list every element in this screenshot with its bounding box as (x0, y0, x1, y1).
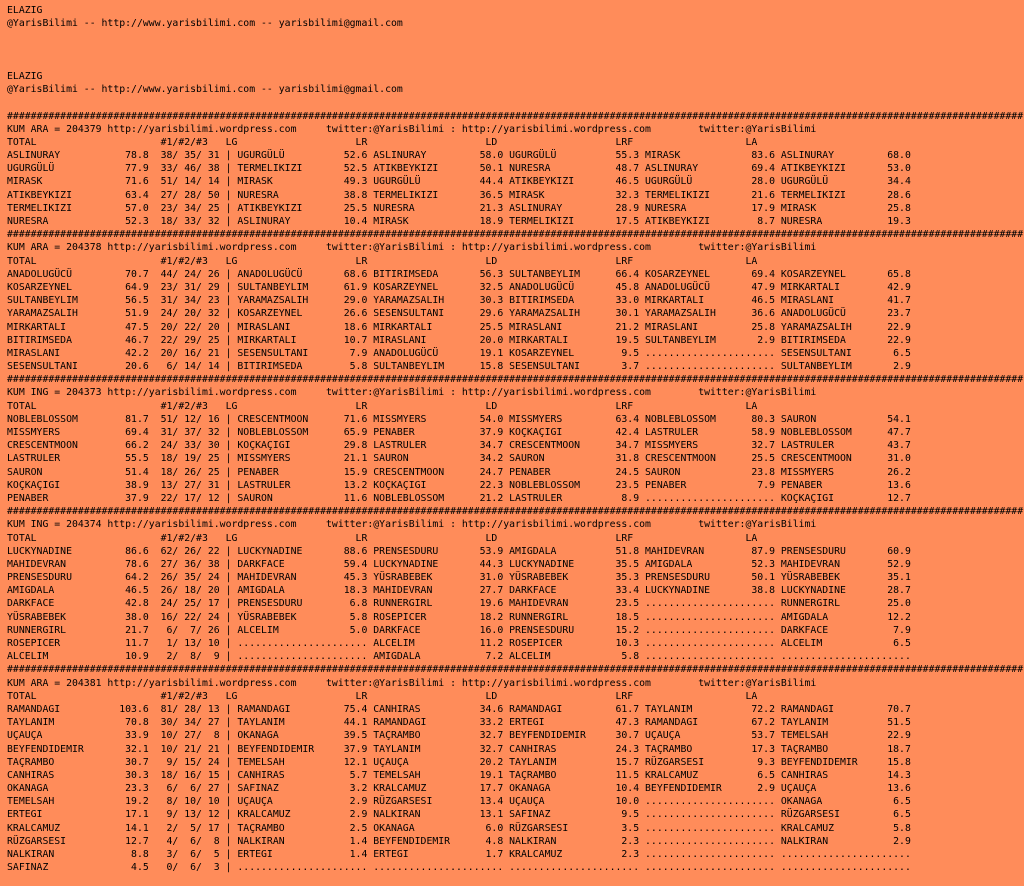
text-line: ELAZIG (7, 70, 43, 82)
text-line: KRALCAMUZ 14.1 2/ 5/ 17 | TAÇRAMBO 2.5 OKANAGA 6.0 RÜZGARSESI 3.5 ...................... KRALCAMUZ 5.8 (7, 822, 911, 834)
text-line: KUM ARA = 204379 http://yarisbilimi.wordpress.com twitter:@YarisBilimi : http://yarisbilimi.wordpress.com twitter:@YarisBilimi (7, 123, 817, 135)
text-line: TAÇRAMBO 30.7 9/ 15/ 24 | TEMELSAH 12.1 UÇAUÇA 20.2 TAYLANIM 15.7 RÜZGARSESI 9.3 BEYFENDIDEMIR 15.8 (7, 756, 911, 768)
text-line: ############################################################################################################################################################################ (7, 506, 1024, 518)
text-line: ############################################################################################################################################################################ (7, 110, 1024, 122)
text-line: CRESCENTMOON 66.2 24/ 33/ 30 | KOÇKAÇIGI 29.8 LASTRULER 34.7 CRESCENTMOON 34.7 MISSMYERS 32.7 LASTRULER 43.7 (7, 440, 911, 452)
text-line: NOBLEBLOSSOM 81.7 51/ 12/ 16 | CRESCENTMOON 71.6 MISSMYERS 54.0 MISSMYERS 63.4 NOBLEBLOSSOM 80.3 SAURON 54.1 (7, 413, 911, 425)
text-line: RÜZGARSESI 12.7 4/ 6/ 8 | NALKIRAN 1.4 BEYFENDIDEMIR 4.8 NALKIRAN 2.3 ...................... NALKIRAN 2.9 (7, 835, 911, 847)
text-line: ############################################################################################################################################################################ (7, 664, 1024, 676)
text-line: OKANAGA 23.3 6/ 6/ 27 | SAFINAZ 3.2 KRALCAMUZ 17.7 OKANAGA 10.4 BEYFENDIDEMIR 2.9 UÇAUÇA 13.6 (7, 783, 911, 795)
text-line: ANADOLUGÜCÜ 70.7 44/ 24/ 26 | ANADOLUGÜCÜ 68.6 BITIRIMSEDA 56.3 SULTANBEYLIM 66.4 KOSARZEYNEL 69.4 KOSARZEYNEL 65.8 (7, 268, 911, 280)
text-line: PRENSESDURU 64.2 26/ 35/ 24 | MAHIDEVRAN 45.3 YÜSRABEBEK 31.0 YÜSRABEBEK 35.3 PRENSESDURU 50.1 YÜSRABEBEK 35.1 (7, 572, 911, 584)
text-line: TOTAL #1/#2/#3 LG LR LD LRF LA (7, 532, 758, 544)
text-line: TEMELSAH 19.2 8/ 10/ 10 | UÇAUÇA 2.9 RÜZGARSESI 13.4 UÇAUÇA 10.0 ...................... OKANAGA 6.5 (7, 796, 911, 808)
text-line: ELAZIG (7, 5, 43, 16)
text-line: TOTAL #1/#2/#3 LG LR LD LRF LA (7, 400, 758, 412)
text-line: KUM ING = 204373 http://yarisbilimi.wordpress.com twitter:@YarisBilimi : http://yarisbilimi.wordpress.com twitter:@YarisBilimi (7, 387, 817, 399)
text-line (7, 96, 1024, 109)
text-line: KOÇKAÇIGI 38.9 13/ 27/ 31 | LASTRULER 13.2 KOÇKAÇIGI 22.3 NOBLEBLOSSOM 23.5 PENABER 7.9 PENABER 13.6 (7, 479, 911, 491)
text-line: ############################################################################################################################################################################ (7, 374, 1024, 386)
text-line: TOTAL #1/#2/#3 LG LR LD LRF LA (7, 136, 758, 148)
text-line: KUM ING = 204374 http://yarisbilimi.wordpress.com twitter:@YarisBilimi : http://yarisbilimi.wordpress.com twitter:@YarisBilimi (7, 519, 817, 531)
text-line: TAYLANIM 70.8 30/ 34/ 27 | TAYLANIM 44.1 RAMANDAGI 33.2 ERTEGI 47.3 RAMANDAGI 67.2 TAYLANIM 51.5 (7, 717, 911, 729)
text-line: ALCELIM 10.9 2/ 8/ 9 | ...................... AMIGDALA 7.2 ALCELIM 5.8 ...................... ...................... (7, 651, 911, 663)
text-line: NALKIRAN 8.8 3/ 6/ 5 | ERTEGI 1.4 ERTEGI 1.7 KRALCAMUZ 2.3 ...................... ...................... (7, 849, 911, 860)
text-line: LASTRULER 55.5 18/ 19/ 25 | MISSMYERS 21.1 SAURON 34.2 SAURON 31.8 CRESCENTMOON 25.5 CRESCENTMOON 31.0 (7, 453, 911, 465)
text-line: CANHIRAS 30.3 18/ 16/ 15 | CANHIRAS 5.7 TEMELSAH 19.1 TAÇRAMBO 11.5 KRALCAMUZ 6.5 CANHIRAS 14.3 (7, 769, 911, 781)
text-line: MIRASLANI 42.2 20/ 16/ 21 | SESENSULTANI 7.9 ANADOLUGÜCÜ 19.1 KOSARZEYNEL 9.5 ...................... SESENSULTANI 6.5 (7, 347, 911, 359)
text-line: KUM ARA = 204378 http://yarisbilimi.wordpress.com twitter:@YarisBilimi : http://yarisbilimi.wordpress.com twitter:@YarisBilimi (7, 242, 817, 254)
text-line: ROSEPICER 11.7 1/ 13/ 10 | ...................... ALCELIM 11.2 ROSEPICER 10.3 ...................... ALCELIM 6.5 (7, 638, 911, 649)
text-line (7, 57, 1024, 70)
text-line: SAFINAZ 4.5 0/ 6/ 3 | ...................... ...................... ...................... ...................... ...................... (7, 862, 911, 874)
text-line: MIRASK 71.6 51/ 14/ 14 | MIRASK 49.3 UGURGÜLÜ 44.4 ATIKBEYKIZI 46.5 UGURGÜLÜ 28.0 UGURGÜLÜ 34.4 (7, 176, 911, 188)
text-line (7, 30, 1024, 43)
text-line: YÜSRABEBEK 38.0 16/ 22/ 24 | YÜSRABEBEK 5.8 ROSEPICER 18.2 RUNNERGIRL 18.5 ...................... AMIGDALA 12.2 (7, 611, 911, 623)
text-line: UÇAUÇA 33.9 10/ 27/ 8 | OKANAGA 39.5 TAÇRAMBO 32.7 BEYFENDIDEMIR 30.7 UÇAUÇA 53.7 TEMELSAH 22.9 (7, 730, 911, 742)
text-line: TOTAL #1/#2/#3 LG LR LD LRF LA (7, 255, 758, 267)
text-line: ATIKBEYKIZI 63.4 27/ 28/ 50 | NURESRA 38.8 TERMELIKIZI 36.5 MIRASK 32.3 TERMELIKIZI 21.6 TERMELIKIZI 28.6 (7, 189, 911, 201)
text-line: MISSMYERS 69.4 31/ 37/ 32 | NOBLEBLOSSOM 65.9 PENABER 37.9 KOÇKAÇIGI 42.4 LASTRULER 58.9 NOBLEBLOSSOM 47.7 (7, 427, 911, 438)
text-line: KOSARZEYNEL 64.9 23/ 31/ 29 | SULTANBEYLIM 61.9 KOSARZEYNEL 32.5 ANADOLUGÜCÜ 45.8 ANADOLUGÜCÜ 47.9 MIRKARTALI 42.9 (7, 281, 911, 293)
text-line: BITIRIMSEDA 46.7 22/ 29/ 25 | MIRKARTALI 10.7 MIRASLANI 20.0 MIRKARTALI 19.5 SULTANBEYLIM 2.9 BITIRIMSEDA 22.9 (7, 334, 911, 346)
text-line: KUM ARA = 204381 http://yarisbilimi.wordpress.com twitter:@YarisBilimi : http://yarisbilimi.wordpress.com twitter:@YarisBilimi (7, 677, 817, 689)
text-line: @YarisBilimi -- http://www.yarisbilimi.com -- yarisbilimi@gmail.com (7, 18, 403, 30)
text-line: @YarisBilimi -- http://www.yarisbilimi.com -- yarisbilimi@gmail.com (7, 84, 403, 96)
text-line: PENABER 37.9 22/ 17/ 12 | SAURON 11.6 NOBLEBLOSSOM 21.2 LASTRULER 8.9 ...................... KOÇKAÇIGI 12.7 (7, 492, 911, 504)
text-line: NURESRA 52.3 18/ 33/ 32 | ASLINURAY 10.4 MIRASK 18.9 TERMELIKIZI 17.5 ATIKBEYKIZI 8.7 NURESRA 19.3 (7, 216, 911, 227)
text-line: UGURGÜLÜ 77.9 33/ 46/ 38 | TERMELIKIZI 52.5 ATIKBEYKIZI 50.1 NURESRA 48.7 ASLINURAY 69.4 ATIKBEYKIZI 53.0 (7, 163, 911, 175)
text-line: TOTAL #1/#2/#3 LG LR LD LRF LA (7, 690, 758, 702)
text-line: MAHIDEVRAN 78.6 27/ 36/ 38 | DARKFACE 59.4 LUCKYNADINE 44.3 LUCKYNADINE 35.5 AMIGDALA 52.3 MAHIDEVRAN 52.9 (7, 558, 911, 570)
text-line: SULTANBEYLIM 56.5 31/ 34/ 23 | YARAMAZSALIH 29.0 YARAMAZSALIH 30.3 BITIRIMSEDA 33.0 MIRKARTALI 46.5 MIRASLANI 41.7 (7, 295, 911, 307)
text-line: SAURON 51.4 18/ 26/ 25 | PENABER 15.9 CRESCENTMOON 24.7 PENABER 24.5 SAURON 23.8 MISSMYERS 26.2 (7, 466, 911, 478)
text-line (7, 44, 1024, 57)
text-line: ASLINURAY 78.8 38/ 35/ 31 | UGURGÜLÜ 52.6 ASLINURAY 58.0 UGURGÜLÜ 55.3 MIRASK 83.6 ASLINURAY 68.0 (7, 150, 911, 162)
text-line: DARKFACE 42.8 24/ 25/ 17 | PRENSESDURU 6.8 RUNNERGIRL 19.6 MAHIDEVRAN 23.5 ...................... RUNNERGIRL 25.0 (7, 598, 911, 610)
text-line: ############################################################################################################################################################################ (7, 229, 1024, 241)
text-line: BEYFENDIDEMIR 32.1 10/ 21/ 21 | BEYFENDIDEMIR 37.9 TAYLANIM 32.7 CANHIRAS 24.3 TAÇRAMBO 17.3 TAÇRAMBO 18.7 (7, 743, 911, 755)
text-line: SESENSULTANI 20.6 6/ 14/ 14 | BITIRIMSEDA 5.8 SULTANBEYLIM 15.8 SESENSULTANI 3.7 ...................... SULTANBEYLIM 2.9 (7, 361, 911, 373)
text-line: RUNNERGIRL 21.7 6/ 7/ 26 | ALCELIM 5.0 DARKFACE 16.0 PRENSESDURU 15.2 ...................... DARKFACE 7.9 (7, 624, 911, 636)
text-line: ERTEGI 17.1 9/ 13/ 12 | KRALCAMUZ 2.9 NALKIRAN 13.1 SAFINAZ 9.5 ...................... RÜZGARSESI 6.5 (7, 809, 911, 821)
text-line: AMIGDALA 46.5 26/ 18/ 20 | AMIGDALA 18.3 MAHIDEVRAN 27.7 DARKFACE 33.4 LUCKYNADINE 38.8 LUCKYNADINE 28.7 (7, 585, 911, 597)
text-line: TERMELIKIZI 57.0 23/ 34/ 25 | ATIKBEYKIZI 25.5 NURESRA 21.3 ASLINURAY 28.9 NURESRA 17.9 MIRASK 25.8 (7, 202, 911, 214)
text-line: YARAMAZSALIH 51.9 24/ 20/ 32 | KOSARZEYNEL 26.6 SESENSULTANI 29.6 YARAMAZSALIH 30.1 YARAMAZSALIH 36.6 ANADOLUGÜCÜ 23.7 (7, 308, 911, 320)
text-line: RAMANDAGI 103.6 81/ 28/ 13 | RAMANDAGI 75.4 CANHIRAS 34.6 RAMANDAGI 61.7 TAYLANIM 72.2 RAMANDAGI 70.7 (7, 703, 911, 715)
text-line: LUCKYNADINE 86.6 62/ 26/ 22 | LUCKYNADINE 88.6 PRENSESDURU 53.9 AMIGDALA 51.8 MAHIDEVRAN 87.9 PRENSESDURU 60.9 (7, 545, 911, 557)
text-line: MIRKARTALI 47.5 20/ 22/ 20 | MIRASLANI 18.6 MIRKARTALI 25.5 MIRASLANI 21.2 MIRASLANI 25.8 YARAMAZSALIH 22.9 (7, 321, 911, 333)
